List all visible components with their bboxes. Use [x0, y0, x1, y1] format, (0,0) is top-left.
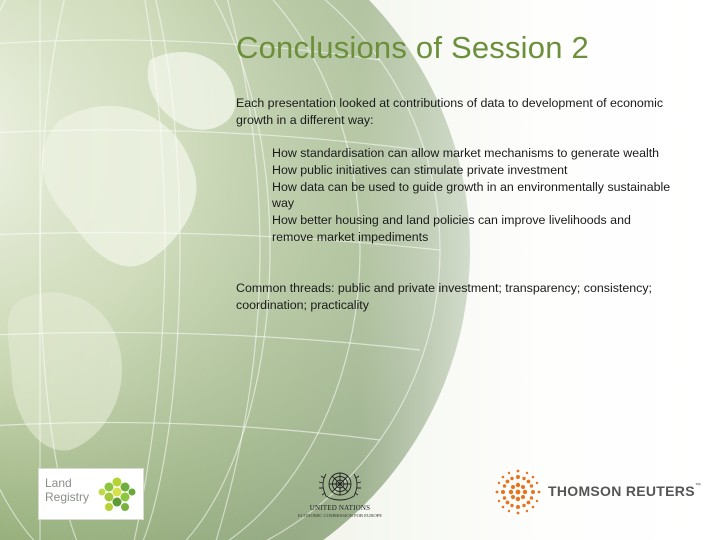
un-subtitle: ECONOMIC COMMISSION FOR EUROPE — [297, 513, 383, 518]
bullet-item: How data can be used to guide growth in an environmentally sustainable way — [272, 179, 671, 211]
thomson-reuters-logo — [494, 468, 704, 516]
un-name: UNITED NATIONS — [309, 504, 371, 512]
un-logo — [290, 466, 390, 526]
bullet-item: How better housing and land policies can improve livelihoods and remove market impediments — [272, 213, 631, 244]
slide-title: Conclusions of Session 2 — [236, 30, 589, 65]
bullet-item: How public initiatives can stimulate private investment — [272, 162, 568, 177]
bullet-list — [272, 145, 672, 246]
common-threads-text: Common threads: public and private investment; transparency; consistency; coordination; practicality — [236, 281, 652, 312]
intro-text: Each presentation looked at contributions of data to development of economic growth in a different way: — [236, 96, 664, 127]
land-registry-line1: Land — [45, 476, 72, 490]
land-registry-line2: Registry — [45, 490, 90, 504]
land-registry-logo — [38, 468, 144, 520]
thomson-reuters-dots-icon — [494, 468, 542, 516]
thomson-reuters-name: THOMSON REUTERS — [548, 483, 695, 499]
bullet-item: How standardisation can allow market mechanisms to generate wealth — [272, 146, 660, 160]
land-registry-emblem-icon — [97, 474, 137, 514]
trademark-symbol: ™ — [694, 483, 702, 489]
un-emblem-icon — [316, 466, 364, 504]
